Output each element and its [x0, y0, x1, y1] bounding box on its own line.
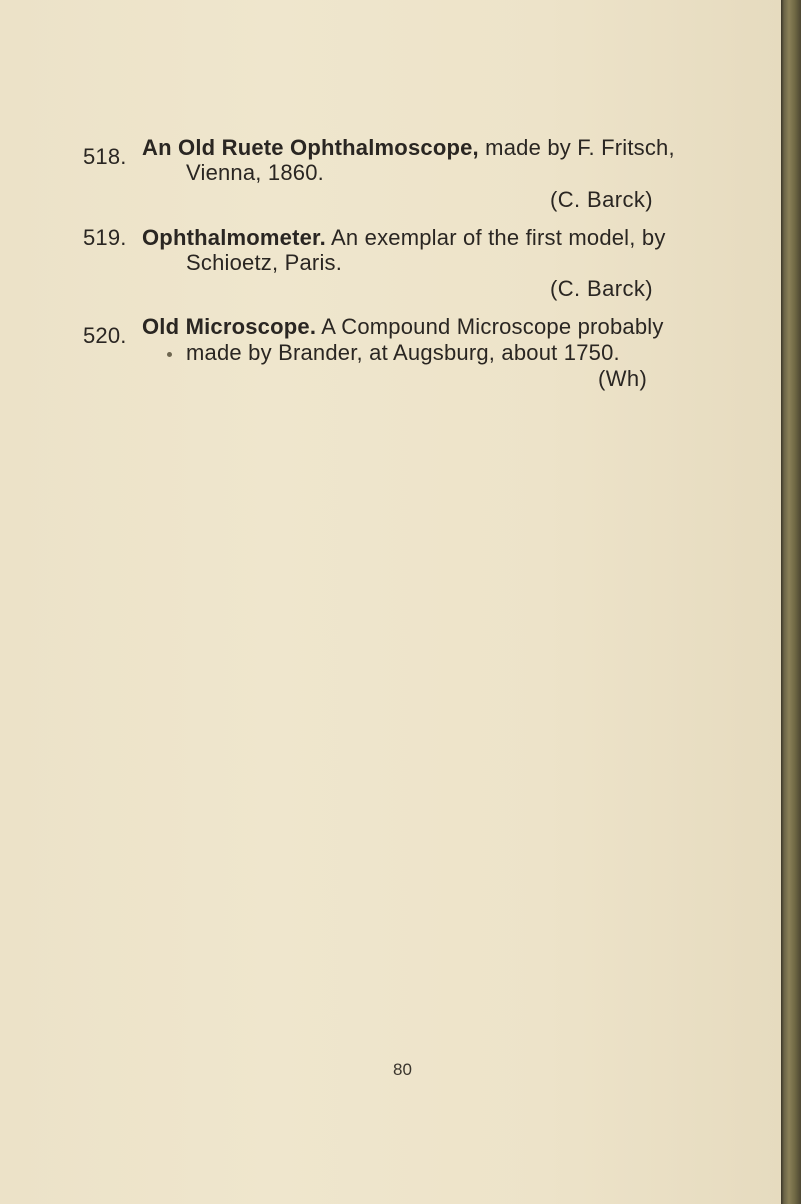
entry-519-description: An exemplar of the first model, by	[331, 225, 666, 250]
entry-519-credit: (C. Barck)	[550, 276, 653, 301]
entry-518-description: made by F. Fritsch,	[485, 135, 675, 160]
entry-number-519: 519.	[83, 225, 127, 250]
page-number: 80	[393, 1060, 412, 1079]
entry-519-line-1	[142, 225, 666, 251]
entry-518-line-2: Vienna, 1860.	[186, 160, 324, 185]
entry-520-line-1	[142, 314, 664, 340]
entry-518-title: An Old Ruete Ophthalmoscope,	[142, 135, 479, 160]
entry-520-title: Old Microscope.	[142, 314, 317, 339]
entry-number-520: 520.	[83, 323, 127, 348]
entry-number-518: 518.	[83, 144, 127, 169]
page-edge	[781, 0, 801, 1204]
stray-mark-dot	[167, 352, 172, 357]
entry-520-description: A Compound Microscope probably	[321, 314, 664, 339]
entry-518-line-1	[142, 135, 675, 161]
entry-519-title: Ophthalmometer.	[142, 225, 326, 250]
entry-520-line-2: made by Brander, at Augsburg, about 1750.	[186, 340, 620, 365]
entry-518-credit: (C. Barck)	[550, 187, 653, 212]
entry-520-credit: (Wh)	[598, 366, 648, 391]
entry-519-line-2: Schioetz, Paris.	[186, 250, 343, 275]
